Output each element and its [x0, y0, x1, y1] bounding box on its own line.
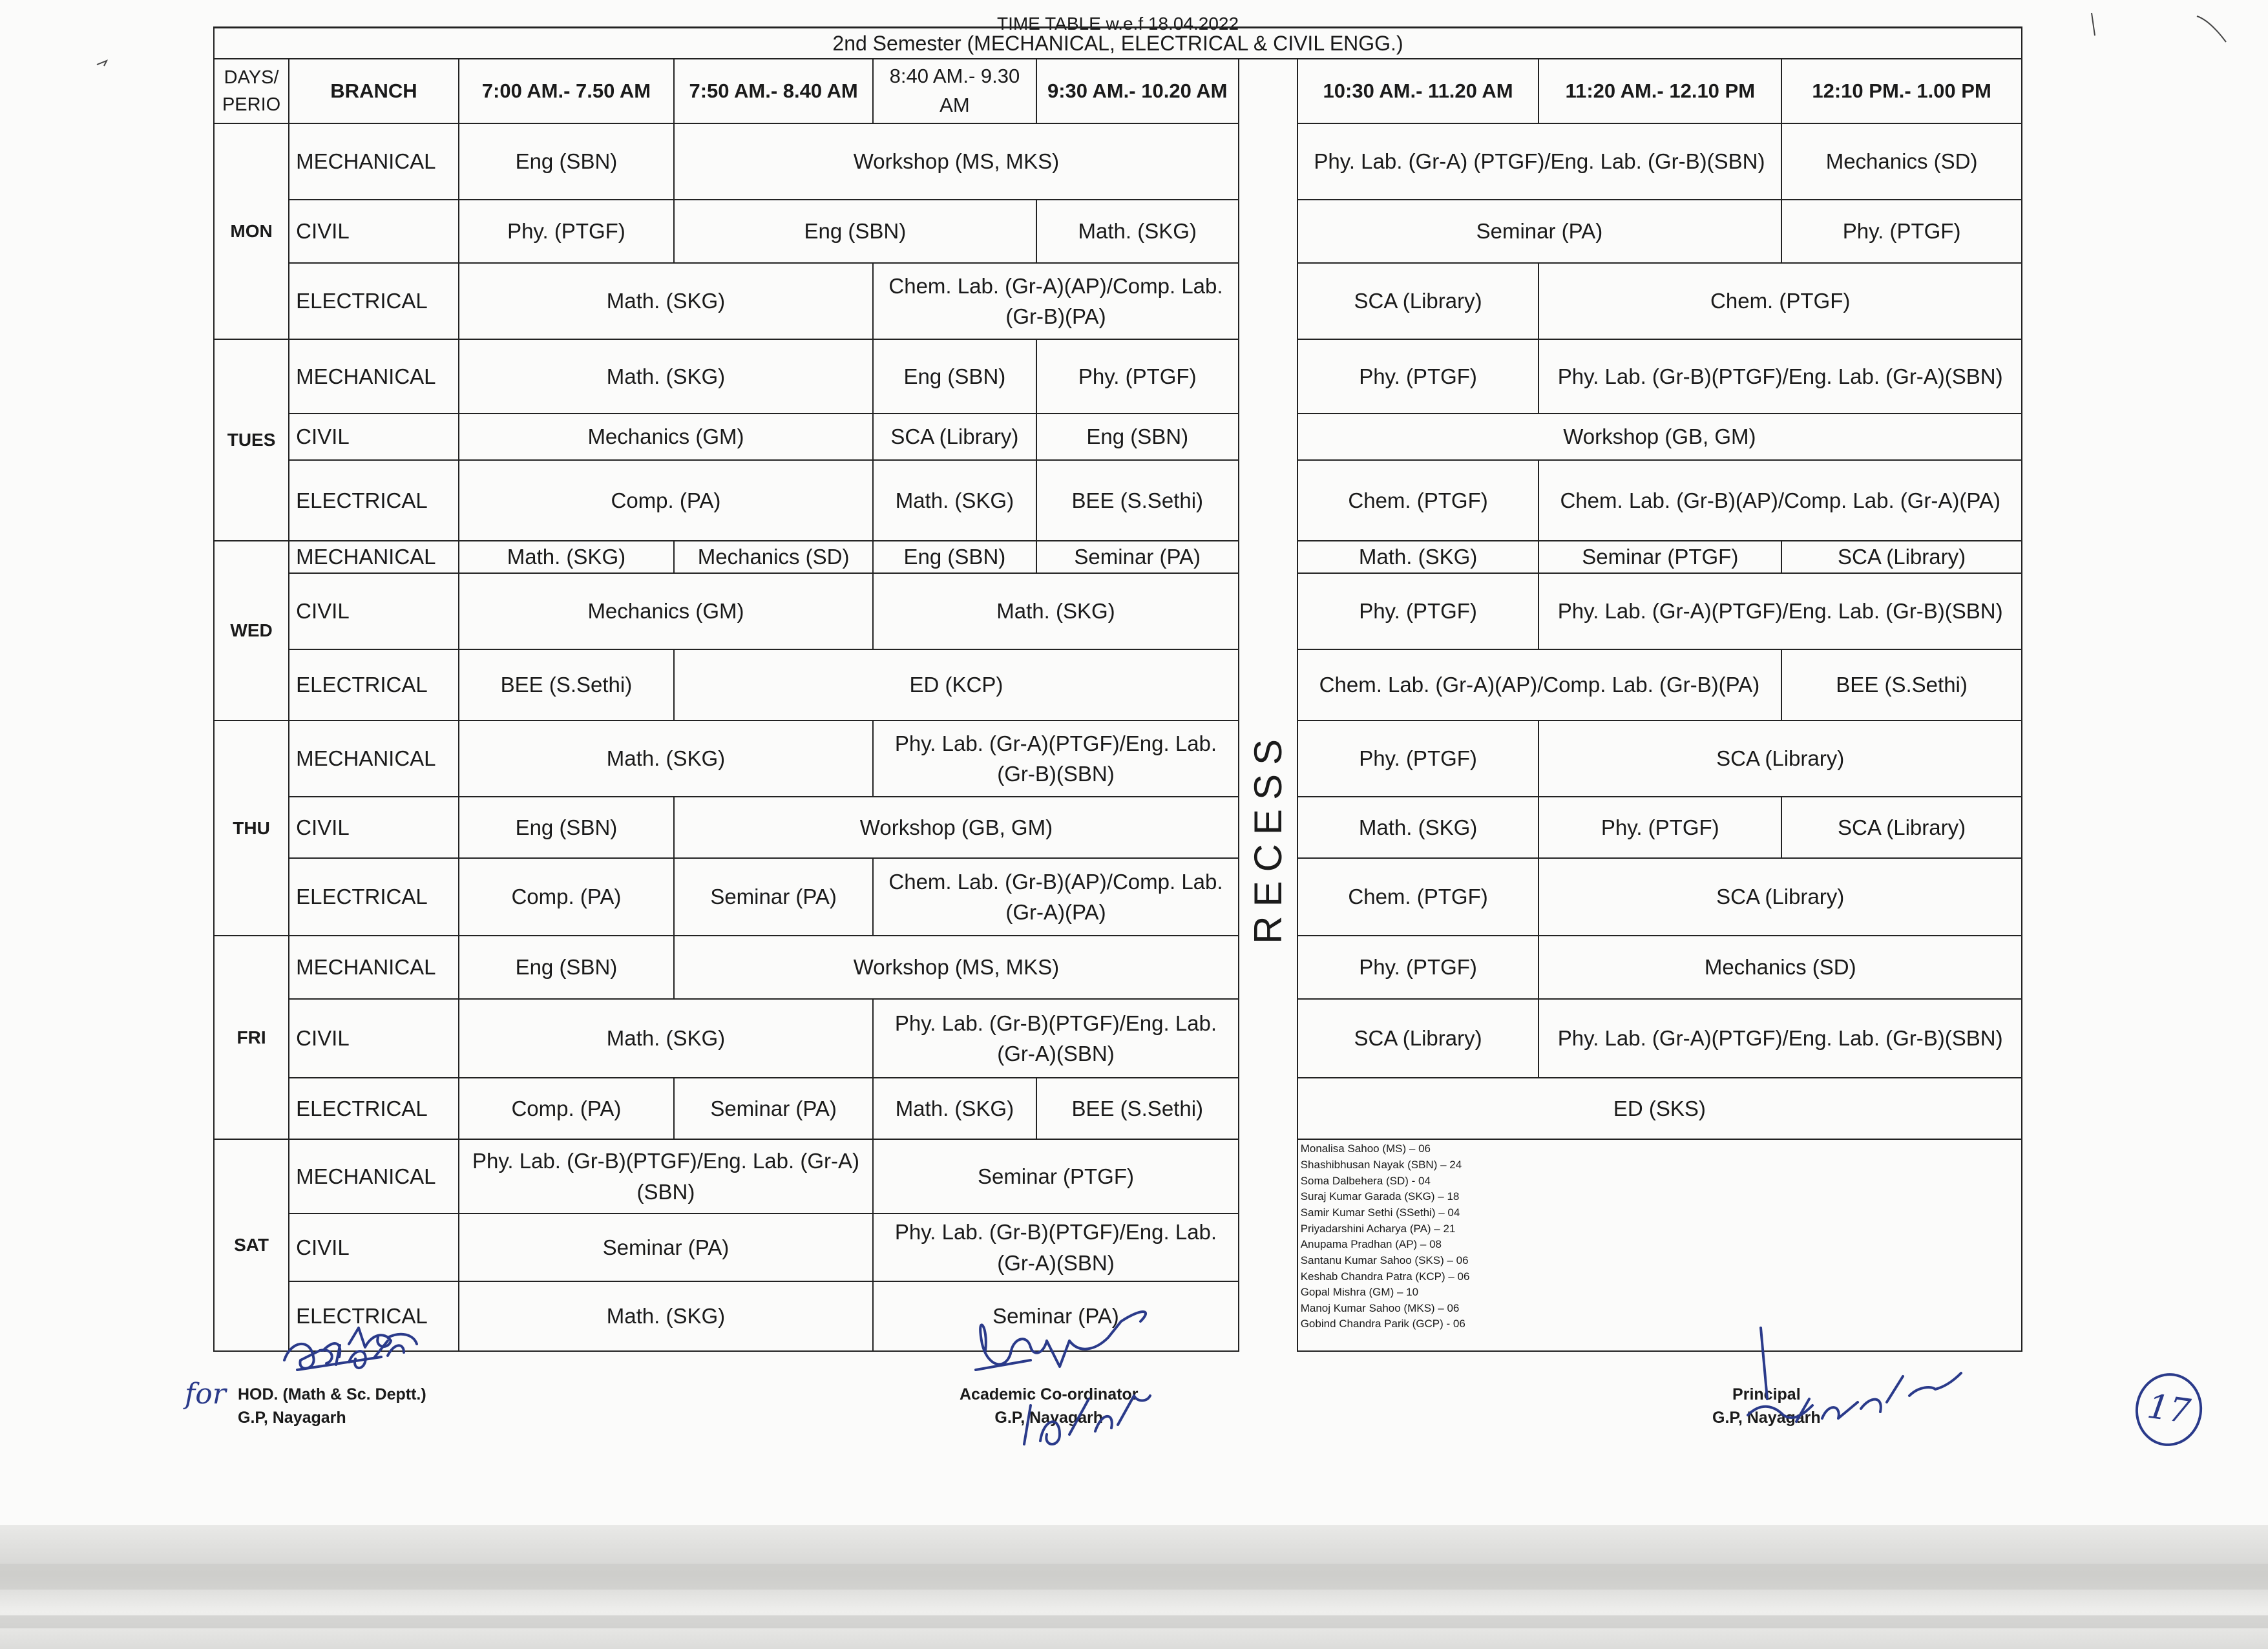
class-cell: Phy. (PTGF) [1297, 339, 1539, 414]
class-cell: Eng (SBN) [459, 936, 674, 999]
class-cell: Mechanics (GM) [459, 573, 873, 649]
class-cell: Math. (SKG) [459, 263, 873, 339]
faculty-entry: Gopal Mishra (GM) – 10 [1300, 1286, 1419, 1299]
class-cell: Math. (SKG) [459, 1281, 873, 1351]
class-cell: Seminar (PA) [459, 1213, 873, 1281]
class-cell: Workshop (MS, MKS) [674, 936, 1239, 999]
class-cell: Seminar (PA) [1297, 200, 1781, 263]
day-label: WED [214, 541, 289, 720]
class-cell: Mechanics (GM) [459, 414, 873, 460]
branch-label: MECHANICAL [289, 720, 459, 797]
class-cell: ED (KCP) [674, 649, 1239, 720]
branch-label: ELECTRICAL [289, 1281, 459, 1351]
class-cell: Seminar (PA) [674, 1078, 873, 1139]
class-cell: Phy. (PTGF) [1036, 339, 1239, 414]
faculty-entry: Suraj Kumar Garada (SKG) – 18 [1300, 1190, 1460, 1203]
class-cell: ED (SKS) [1297, 1078, 2022, 1139]
hod-institution: G.P, Nayagarh [238, 1409, 346, 1427]
class-cell: Math. (SKG) [873, 1078, 1036, 1139]
class-cell: Math. (SKG) [459, 720, 873, 797]
class-cell: Math. (SKG) [1297, 541, 1539, 573]
hod-for-note: for [185, 1378, 226, 1411]
class-cell: Phy. Lab. (Gr-B)(PTGF)/Eng. Lab. (Gr-A)(SBN) [873, 1213, 1239, 1281]
class-cell: SCA (Library) [1297, 999, 1539, 1078]
class-cell: Math. (SKG) [459, 999, 873, 1078]
hod-title: HOD. (Math & Sc. Deptt.) [238, 1385, 426, 1403]
class-cell: Comp. (PA) [459, 858, 674, 936]
class-cell: Phy. Lab. (Gr-A)(PTGF)/Eng. Lab. (Gr-B)(SBN) [873, 720, 1239, 797]
class-cell: Comp. (PA) [459, 460, 873, 541]
coordinator-title: Academic Co-ordinator [960, 1385, 1139, 1403]
branch-label: ELECTRICAL [289, 649, 459, 720]
faculty-entry: Soma Dalbehera (SD) - 04 [1300, 1174, 1431, 1187]
class-cell: Phy. (PTGF) [1297, 936, 1539, 999]
page-number-text: 17 [2145, 1387, 2193, 1432]
class-cell: BEE (S.Sethi) [1036, 1078, 1239, 1139]
branch-label: CIVIL [289, 200, 459, 263]
branch-label: CIVIL [289, 414, 459, 460]
class-cell: Phy. Lab. (Gr-B)(PTGF)/Eng. Lab. (Gr-A)(SBN) [1538, 339, 2022, 414]
class-cell: BEE (S.Sethi) [1781, 649, 2022, 720]
class-cell: Eng (SBN) [873, 339, 1036, 414]
class-cell: SCA (Library) [1781, 797, 2022, 858]
class-cell: Math. (SKG) [1036, 200, 1239, 263]
branch-label: CIVIL [289, 797, 459, 858]
class-cell: Phy. Lab. (Gr-B)(PTGF)/Eng. Lab. (Gr-A)(SBN) [873, 999, 1239, 1078]
class-cell: Chem. Lab. (Gr-A)(AP)/Comp. Lab. (Gr-B)(PA) [873, 263, 1239, 339]
recess-label: RECESS [1246, 730, 1290, 944]
period-header: 12:10 PM.- 1.00 PM [1781, 59, 2022, 123]
faculty-entry: Gobind Chandra Parik (GCP) - 06 [1300, 1318, 1465, 1330]
class-cell: Eng (SBN) [459, 797, 674, 858]
principal-signature-scribble [1748, 1328, 1961, 1422]
class-cell: Eng (SBN) [1036, 414, 1239, 460]
class-cell: Math. (SKG) [459, 541, 674, 573]
day-label: MON [214, 123, 289, 339]
scan-mark [2197, 16, 2226, 42]
branch-label: ELECTRICAL [289, 1078, 459, 1139]
class-cell: Math. (SKG) [1297, 797, 1539, 858]
branch-label: MECHANICAL [289, 541, 459, 573]
principal-institution: G.P, Nayagarh [1712, 1409, 1821, 1427]
faculty-entry: Priyadarshini Acharya (PA) – 21 [1300, 1222, 1456, 1235]
faculty-entry: Shashibhusan Nayak (SBN) – 24 [1300, 1159, 1462, 1171]
class-cell: BEE (S.Sethi) [1036, 460, 1239, 541]
coordinator-institution: G.P, Nayagarh [994, 1409, 1104, 1427]
class-cell: Mechanics (SD) [1781, 123, 2022, 200]
class-cell: Workshop (GB, GM) [1297, 414, 2022, 460]
coordinator-signature-scribble [976, 1312, 1146, 1370]
class-cell: Chem. Lab. (Gr-B)(AP)/Comp. Lab. (Gr-A)(PA) [1538, 460, 2022, 541]
class-cell: Eng (SBN) [459, 123, 674, 200]
hod-signature-scribble [284, 1328, 417, 1370]
class-cell: Phy. Lab. (Gr-B)(PTGF)/Eng. Lab. (Gr-A)(SBN) [459, 1139, 873, 1213]
faculty-entry: Anupama Pradhan (AP) – 08 [1300, 1238, 1442, 1251]
scan-mark [97, 61, 107, 66]
class-cell: Chem. (PTGF) [1297, 460, 1539, 541]
branch-label: CIVIL [289, 999, 459, 1078]
class-cell: Seminar (PA) [674, 858, 873, 936]
class-cell: Math. (SKG) [459, 339, 873, 414]
faculty-entry: Samir Kumar Sethi (SSethi) – 04 [1300, 1206, 1460, 1219]
period-header: 8:40 AM.- 9.30 AM [873, 59, 1036, 123]
class-cell: Mechanics (SD) [674, 541, 873, 573]
branch-label: CIVIL [289, 1213, 459, 1281]
class-cell: Chem. (PTGF) [1297, 858, 1539, 936]
class-cell: Workshop (MS, MKS) [674, 123, 1239, 200]
branch-header: BRANCH [289, 59, 459, 123]
class-cell: Seminar (PTGF) [873, 1139, 1239, 1213]
class-cell: Phy. Lab. (Gr-A)(PTGF)/Eng. Lab. (Gr-B)(SBN) [1538, 999, 2022, 1078]
day-label: THU [214, 720, 289, 936]
class-cell: Phy. (PTGF) [1538, 797, 1781, 858]
class-cell: Seminar (PA) [873, 1281, 1239, 1351]
class-cell: Seminar (PTGF) [1538, 541, 1781, 573]
class-cell: Phy. Lab. (Gr-A)(PTGF)/Eng. Lab. (Gr-B)(SBN) [1538, 573, 2022, 649]
faculty-entry: Monalisa Sahoo (MS) – 06 [1300, 1142, 1431, 1155]
class-cell: Phy. (PTGF) [459, 200, 674, 263]
class-cell: Phy. (PTGF) [1781, 200, 2022, 263]
branch-label: MECHANICAL [289, 936, 459, 999]
day-label: TUES [214, 339, 289, 541]
class-cell: Phy. (PTGF) [1297, 573, 1539, 649]
timetable-title: TIME TABLE w.e.f 18.04.2022 [213, 10, 2022, 28]
class-cell: Seminar (PA) [1036, 541, 1239, 573]
class-cell: Chem. Lab. (Gr-B)(AP)/Comp. Lab. (Gr-A)(PA) [873, 858, 1239, 936]
branch-label: ELECTRICAL [289, 263, 459, 339]
class-cell: Comp. (PA) [459, 1078, 674, 1139]
class-cell: Eng (SBN) [873, 541, 1036, 573]
days-header: DAYS/ PERIO [214, 59, 289, 123]
class-cell: BEE (S.Sethi) [459, 649, 674, 720]
period-header: 7:00 AM.- 7.50 AM [459, 59, 674, 123]
faculty-entry: Keshab Chandra Patra (KCP) – 06 [1300, 1270, 1470, 1283]
semester-heading: 2nd Semester (MECHANICAL, ELECTRICAL & CIVIL ENGG.) [214, 28, 2022, 59]
class-cell: SCA (Library) [873, 414, 1036, 460]
branch-label: MECHANICAL [289, 339, 459, 414]
class-cell: Mechanics (SD) [1538, 936, 2022, 999]
day-label: FRI [214, 936, 289, 1139]
day-label: SAT [214, 1139, 289, 1351]
class-cell: SCA (Library) [1781, 541, 2022, 573]
class-cell: SCA (Library) [1538, 858, 2022, 936]
branch-label: CIVIL [289, 573, 459, 649]
class-cell: Chem. Lab. (Gr-A)(AP)/Comp. Lab. (Gr-B)(PA) [1297, 649, 1781, 720]
class-cell: SCA (Library) [1297, 263, 1539, 339]
class-cell: SCA (Library) [1538, 720, 2022, 797]
branch-label: MECHANICAL [289, 123, 459, 200]
period-header: 9:30 AM.- 10.20 AM [1036, 59, 1239, 123]
class-cell: Phy. Lab. (Gr-A) (PTGF)/Eng. Lab. (Gr-B)(SBN) [1297, 123, 1781, 200]
branch-label: MECHANICAL [289, 1139, 459, 1213]
class-cell: Eng (SBN) [674, 200, 1036, 263]
class-cell: Math. (SKG) [873, 573, 1239, 649]
hod-signature-date [336, 1341, 404, 1368]
period-header: 7:50 AM.- 8.40 AM [674, 59, 873, 123]
faculty-entry: Manoj Kumar Sahoo (MKS) – 06 [1300, 1301, 1460, 1314]
scan-mark [2092, 13, 2095, 36]
branch-label: ELECTRICAL [289, 858, 459, 936]
principal-title: Principal [1732, 1385, 1801, 1403]
class-cell: Workshop (GB, GM) [674, 797, 1239, 858]
period-header: 11:20 AM.- 12.10 PM [1538, 59, 1781, 123]
class-cell: Math. (SKG) [873, 460, 1036, 541]
class-cell: Chem. (PTGF) [1538, 263, 2022, 339]
period-header: 10:30 AM.- 11.20 AM [1297, 59, 1539, 123]
coordinator-signature-date [1024, 1396, 1150, 1444]
class-cell: Phy. (PTGF) [1297, 720, 1539, 797]
faculty-entry: Santanu Kumar Sahoo (SKS) – 06 [1300, 1254, 1469, 1266]
branch-label: ELECTRICAL [289, 460, 459, 541]
